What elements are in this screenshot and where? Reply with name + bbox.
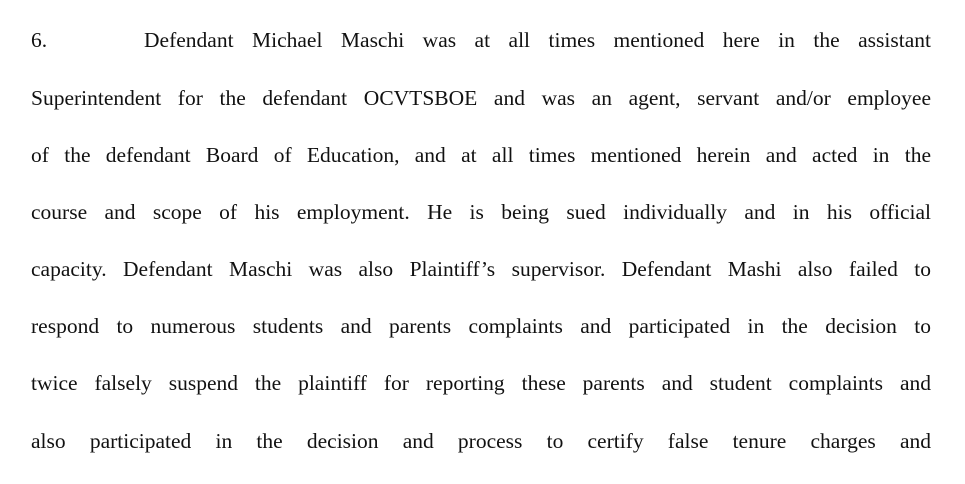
paragraph-line-8: also participated in the decision and process to certify false tenure charges and <box>31 429 931 453</box>
paragraph-line-6: respond to numerous students and parents complaints and participated in the decision to <box>31 314 931 338</box>
paragraph-line-4: course and scope of his employment. He is being sued individually and in his official <box>31 200 931 224</box>
paragraph-line-5: capacity. Defendant Maschi was also Plaintiff’s supervisor. Defendant Mashi also failed to <box>31 257 931 281</box>
paragraph-line-2: Superintendent for the defendant OCVTSBOE and was an agent, servant and/or employee <box>31 86 931 110</box>
paragraph-line-7: twice falsely suspend the plaintiff for reporting these parents and student complaints and <box>31 371 931 395</box>
paragraph-number: 6. <box>31 28 48 52</box>
paragraph-line-3: of the defendant Board of Education, and at all times mentioned herein and acted in the <box>31 143 931 167</box>
paragraph-line-1: Defendant Michael Maschi was at all times mentioned here in the assistant <box>144 28 931 52</box>
